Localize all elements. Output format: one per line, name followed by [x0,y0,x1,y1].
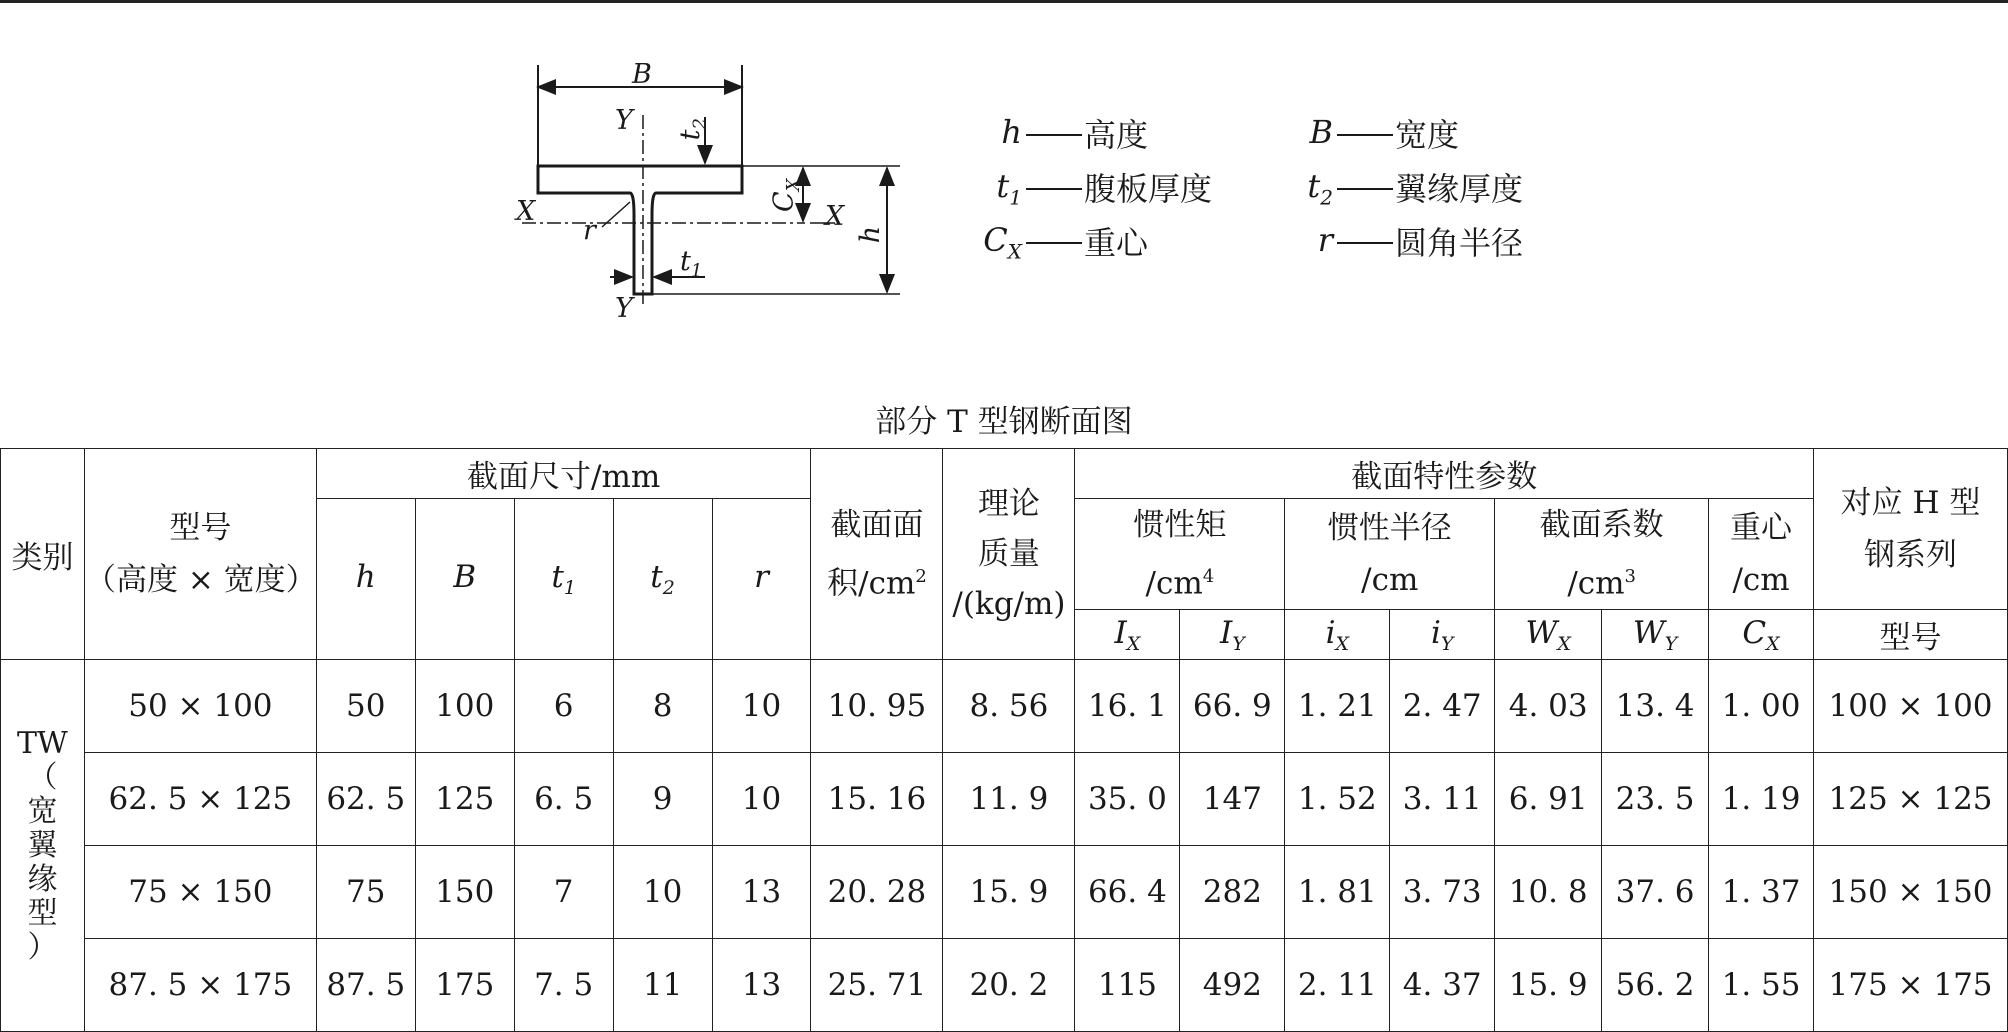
cell: 16. 1 [1075,660,1180,753]
legend-dash [1337,242,1393,244]
cell: 15. 16 [811,753,943,846]
cell: 25. 71 [811,939,943,1032]
col-hseries: 对应 H 型 钢系列 [1814,449,2008,610]
legend-left [960,108,1212,270]
cell: 492 [1180,939,1285,1032]
cell: 1. 55 [1709,939,1814,1032]
legend-item [960,162,1212,216]
col-group-inertia: 惯性矩 $/cm^4$ [1075,499,1285,610]
cell: 15. 9 [943,846,1075,939]
cell: 20. 28 [811,846,943,939]
cell: 13 [712,846,811,939]
legend-desc: 翼缘厚度 [1395,170,1524,208]
cell: 100 [415,660,514,753]
cell: 1. 37 [1709,846,1814,939]
cell: 7. 5 [514,939,613,1032]
cell: 87. 5 [316,939,415,1032]
legend-dash [1026,134,1082,136]
label-B: B [632,59,652,90]
cell: 9 [613,753,712,846]
cell: 35. 0 [1075,753,1180,846]
top-rule [0,0,2008,3]
cell: 75 [316,846,415,939]
legend-item [960,108,1212,162]
legend-symbol: B [1309,113,1333,152]
cell: 1. 19 [1709,753,1814,846]
table-row [1,939,2008,1032]
label-t1-sym: t [680,246,691,277]
cell: 6. 91 [1495,753,1602,846]
cell: 10 [712,753,811,846]
cell: 125 [415,753,514,846]
col-Ix: $I_X$ [1075,610,1180,660]
cell: 6 [514,660,613,753]
cell: 1. 21 [1285,660,1390,753]
label-Cx-sym: C [768,191,800,212]
label-t2 [674,118,711,141]
legend-symbol: h [1001,113,1022,152]
cell: 50 × 100 [84,660,316,753]
legend-item [1275,162,1523,216]
label-t2-sym: t [674,129,706,141]
cell: 150 × 150 [1814,846,2008,939]
col-B: B [415,499,514,660]
legend-dash [1026,188,1082,190]
table-row [1,753,2008,846]
cell: 66. 9 [1180,660,1285,753]
label-h: h [855,225,887,244]
legend-item [960,216,1212,270]
cell: 2. 11 [1285,939,1390,1032]
col-Cx: $C_X$ [1709,610,1814,660]
label-t1 [680,248,702,280]
cell: 175 × 175 [1814,939,2008,1032]
cell: 10 [613,846,712,939]
col-Wy: $W_Y$ [1602,610,1709,660]
cell: 175 [415,939,514,1032]
cell: 7 [514,846,613,939]
label-X-left: X [516,196,536,227]
cell: 23. 5 [1602,753,1709,846]
legend-item [1275,216,1523,270]
cell: 37. 6 [1602,846,1709,939]
col-hseries-model: 型号 [1814,610,2008,660]
label-t2-sub: 2 [689,118,711,130]
cell: 3. 11 [1390,753,1495,846]
cell: 3. 73 [1390,846,1495,939]
cell: 147 [1180,753,1285,846]
legend-desc: 重心 [1084,224,1149,262]
cell: 8 [613,660,712,753]
col-mass: 理论 质量 /(kg/m) [943,449,1075,660]
legend-right [1275,108,1523,270]
cell: 125 × 125 [1814,753,2008,846]
col-t2: $t_2$ [613,499,712,660]
label-t1-sub: 1 [690,260,703,282]
cell: 75 × 150 [84,846,316,939]
col-group-dims: 截面尺寸/mm [316,449,811,499]
label-Y-bottom: Y [615,293,633,324]
legend-dash [1337,188,1393,190]
col-ix: $i_X$ [1285,610,1390,660]
cell: 15. 9 [1495,939,1602,1032]
cell: 11. 9 [943,753,1075,846]
cell: 62. 5 [316,753,415,846]
label-Y-top: Y [615,105,633,136]
cell: 11 [613,939,712,1032]
header-row-1 [1,449,2008,499]
col-model: 型号 （高度 × 宽度） [84,449,316,660]
col-group-radius: 惯性半径 /cm [1285,499,1495,610]
legend-symbol: $t_2$ [1307,167,1333,210]
legend-symbol: r [1317,221,1333,260]
cell: 56. 2 [1602,939,1709,1032]
cell: 150 [415,846,514,939]
label-r: r [583,215,596,246]
col-Iy: $I_Y$ [1180,610,1285,660]
cell: 6. 5 [514,753,613,846]
legend-symbol: $t_1$ [996,167,1022,210]
legend-desc: 圆角半径 [1395,224,1524,262]
cell: 282 [1180,846,1285,939]
cell: 10. 95 [811,660,943,753]
col-group-centroid: 重心 /cm [1709,499,1814,610]
legend-dash [1337,134,1393,136]
cell: 1. 52 [1285,753,1390,846]
legend-symbol: $C_X$ [983,221,1022,264]
legend-desc: 腹板厚度 [1084,170,1213,208]
t-steel-table [0,448,2008,1032]
cell: 115 [1075,939,1180,1032]
legend-desc: 高度 [1084,116,1149,154]
table-row [1,660,2008,753]
cell: 13 [712,939,811,1032]
cell: 4. 37 [1390,939,1495,1032]
cell: 100 × 100 [1814,660,2008,753]
label-Cx-sub: X [782,178,804,192]
category-cell: TW （ 宽 翼 缘 型 ） [1,660,85,1032]
cell: 10. 8 [1495,846,1602,939]
cell: 10 [712,660,811,753]
col-r: r [712,499,811,660]
col-h: h [316,499,415,660]
col-area: 截面面 积$/cm^2$ [811,449,943,660]
t-section-drawing [510,55,910,335]
t-section-diagram [510,55,910,335]
cell: 4. 03 [1495,660,1602,753]
cell: 13. 4 [1602,660,1709,753]
cell: 62. 5 × 125 [84,753,316,846]
figure-caption: 部分 T 型钢断面图 [875,404,1133,440]
cell: 1. 00 [1709,660,1814,753]
col-category: 类别 [1,449,85,660]
table-row [1,846,2008,939]
legend-item [1275,108,1523,162]
col-Wx: $W_X$ [1495,610,1602,660]
legend-desc: 宽度 [1395,116,1460,154]
col-group-props: 截面特性参数 [1075,449,1814,499]
cell: 1. 81 [1285,846,1390,939]
col-t1: $t_1$ [514,499,613,660]
cell: 20. 2 [943,939,1075,1032]
cell: 66. 4 [1075,846,1180,939]
cell: 50 [316,660,415,753]
col-group-modulus: 截面系数 $/cm^3$ [1495,499,1709,610]
cell: 87. 5 × 175 [84,939,316,1032]
col-iy: $i_Y$ [1390,610,1495,660]
cell: 2. 47 [1390,660,1495,753]
cell: 8. 56 [943,660,1075,753]
legend-dash [1026,242,1082,244]
label-Cx [768,178,804,212]
label-X-right: X [825,201,845,232]
